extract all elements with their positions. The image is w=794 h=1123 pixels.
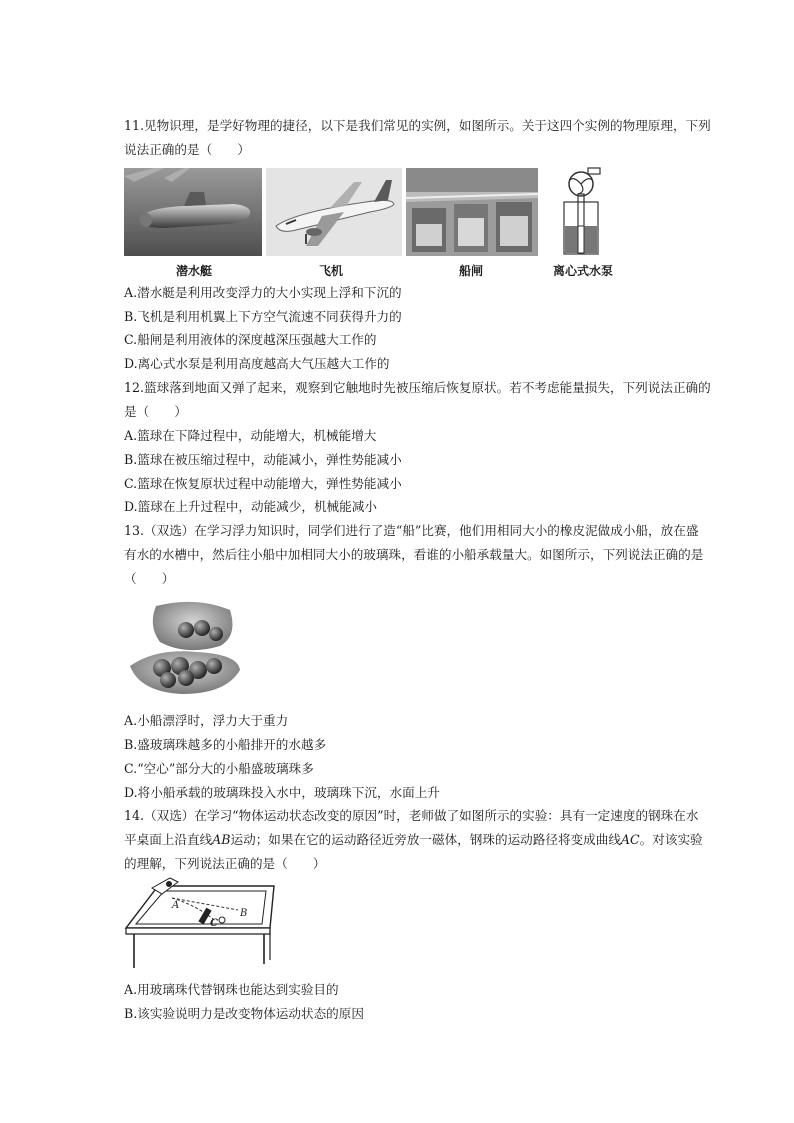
centrifugal-pump-diagram: [556, 166, 606, 258]
label-point-b: B: [240, 908, 248, 919]
q14-stem-line1: 14.（双选）在学习“物体运动状态改变的原因”时，老师做了如图所示的实验：具有一定速度的钢珠在水: [124, 808, 699, 823]
submarine-caption: 潜水艇: [175, 264, 212, 278]
q14-option-b: B.该实验说明力是改变物体运动状态的原因: [124, 1006, 364, 1021]
label-point-a: A: [172, 900, 180, 911]
ship-lock-caption: 船闸: [458, 264, 483, 278]
q12-option-a: A.篮球在下降过程中，动能增大，机械能增大: [124, 428, 377, 443]
q11-stem-line2: 说法正确的是（ ）: [124, 142, 250, 157]
q13-option-c: C.“空心”部分大的小船盛玻璃珠多: [124, 761, 314, 776]
airplane-caption: 飞机: [318, 264, 343, 278]
q12-option-b: B.篮球在被压缩过程中，动能减小，弹性势能减小: [124, 452, 402, 467]
q13-stem-line2: 有水的水槽中，然后往小船中加相同大小的玻璃珠，看谁的小船承载量大。如图所示，下列说法正确的是: [124, 547, 704, 562]
table-experiment-diagram: [120, 874, 280, 970]
q14-stem-line3: 的理解，下列说法正确的是（ ）: [124, 856, 326, 871]
q11-option-a: A.潜水艇是利用改变浮力的大小实现上浮和下沉的: [124, 285, 402, 300]
submarine-image: [124, 168, 262, 256]
q11-option-d: D.离心式水泵是利用高度越高大气压越大工作的: [124, 356, 390, 371]
airplane-image: [266, 168, 402, 256]
q13-option-d: D.将小船承载的玻璃珠投入水中，玻璃珠下沉，水面上升: [124, 785, 440, 800]
q14-stem-line2: 平桌面上沿直线AB运动；如果在它的运动路径近旁放一磁体，钢珠的运动路径将变成曲线AC。对该实验: [124, 832, 703, 847]
ship-lock-image: [406, 168, 538, 256]
q13-option-a: A.小船漂浮时，浮力大于重力: [124, 713, 289, 728]
q12-option-c: C.篮球在恢复原状过程中动能增大，弹性势能减小: [124, 476, 402, 491]
clay-boats-image: [126, 596, 246, 698]
q12-option-d: D.篮球在上升过程中，动能减少，机械能减小: [124, 499, 377, 514]
q14-option-a: A.用玻璃珠代替钢珠也能达到实验目的: [124, 982, 339, 997]
q11-option-c: C.船闸是利用液体的深度越深压强越大工作的: [124, 332, 377, 347]
q12-stem-line1: 12.篮球落到地面又弹了起来，观察到它触地时先被压缩后恢复原状。若不考虑能量损失，下列说法正确的: [124, 380, 711, 395]
pump-caption: 离心式水泵: [552, 264, 613, 278]
q13-option-b: B.盛玻璃珠越多的小船排开的水越多: [124, 737, 327, 752]
q13-stem-line3: （ ）: [124, 571, 175, 586]
q12-stem-line2: 是（ ）: [124, 404, 187, 419]
q11-stem-line1: 11.见物识理，是学好物理的捷径，以下是我们常见的实例，如图所示。关于这四个实例的物理原理，下列: [124, 118, 711, 133]
q11-option-b: B.飞机是利用机翼上下方空气流速不同获得升力的: [124, 309, 402, 324]
q13-stem-line1: 13.（双选）在学习浮力知识时，同学们进行了造“船”比赛，他们用相同大小的橡皮泥做成小船，放在盛: [124, 523, 699, 538]
label-point-c: C: [210, 918, 218, 929]
